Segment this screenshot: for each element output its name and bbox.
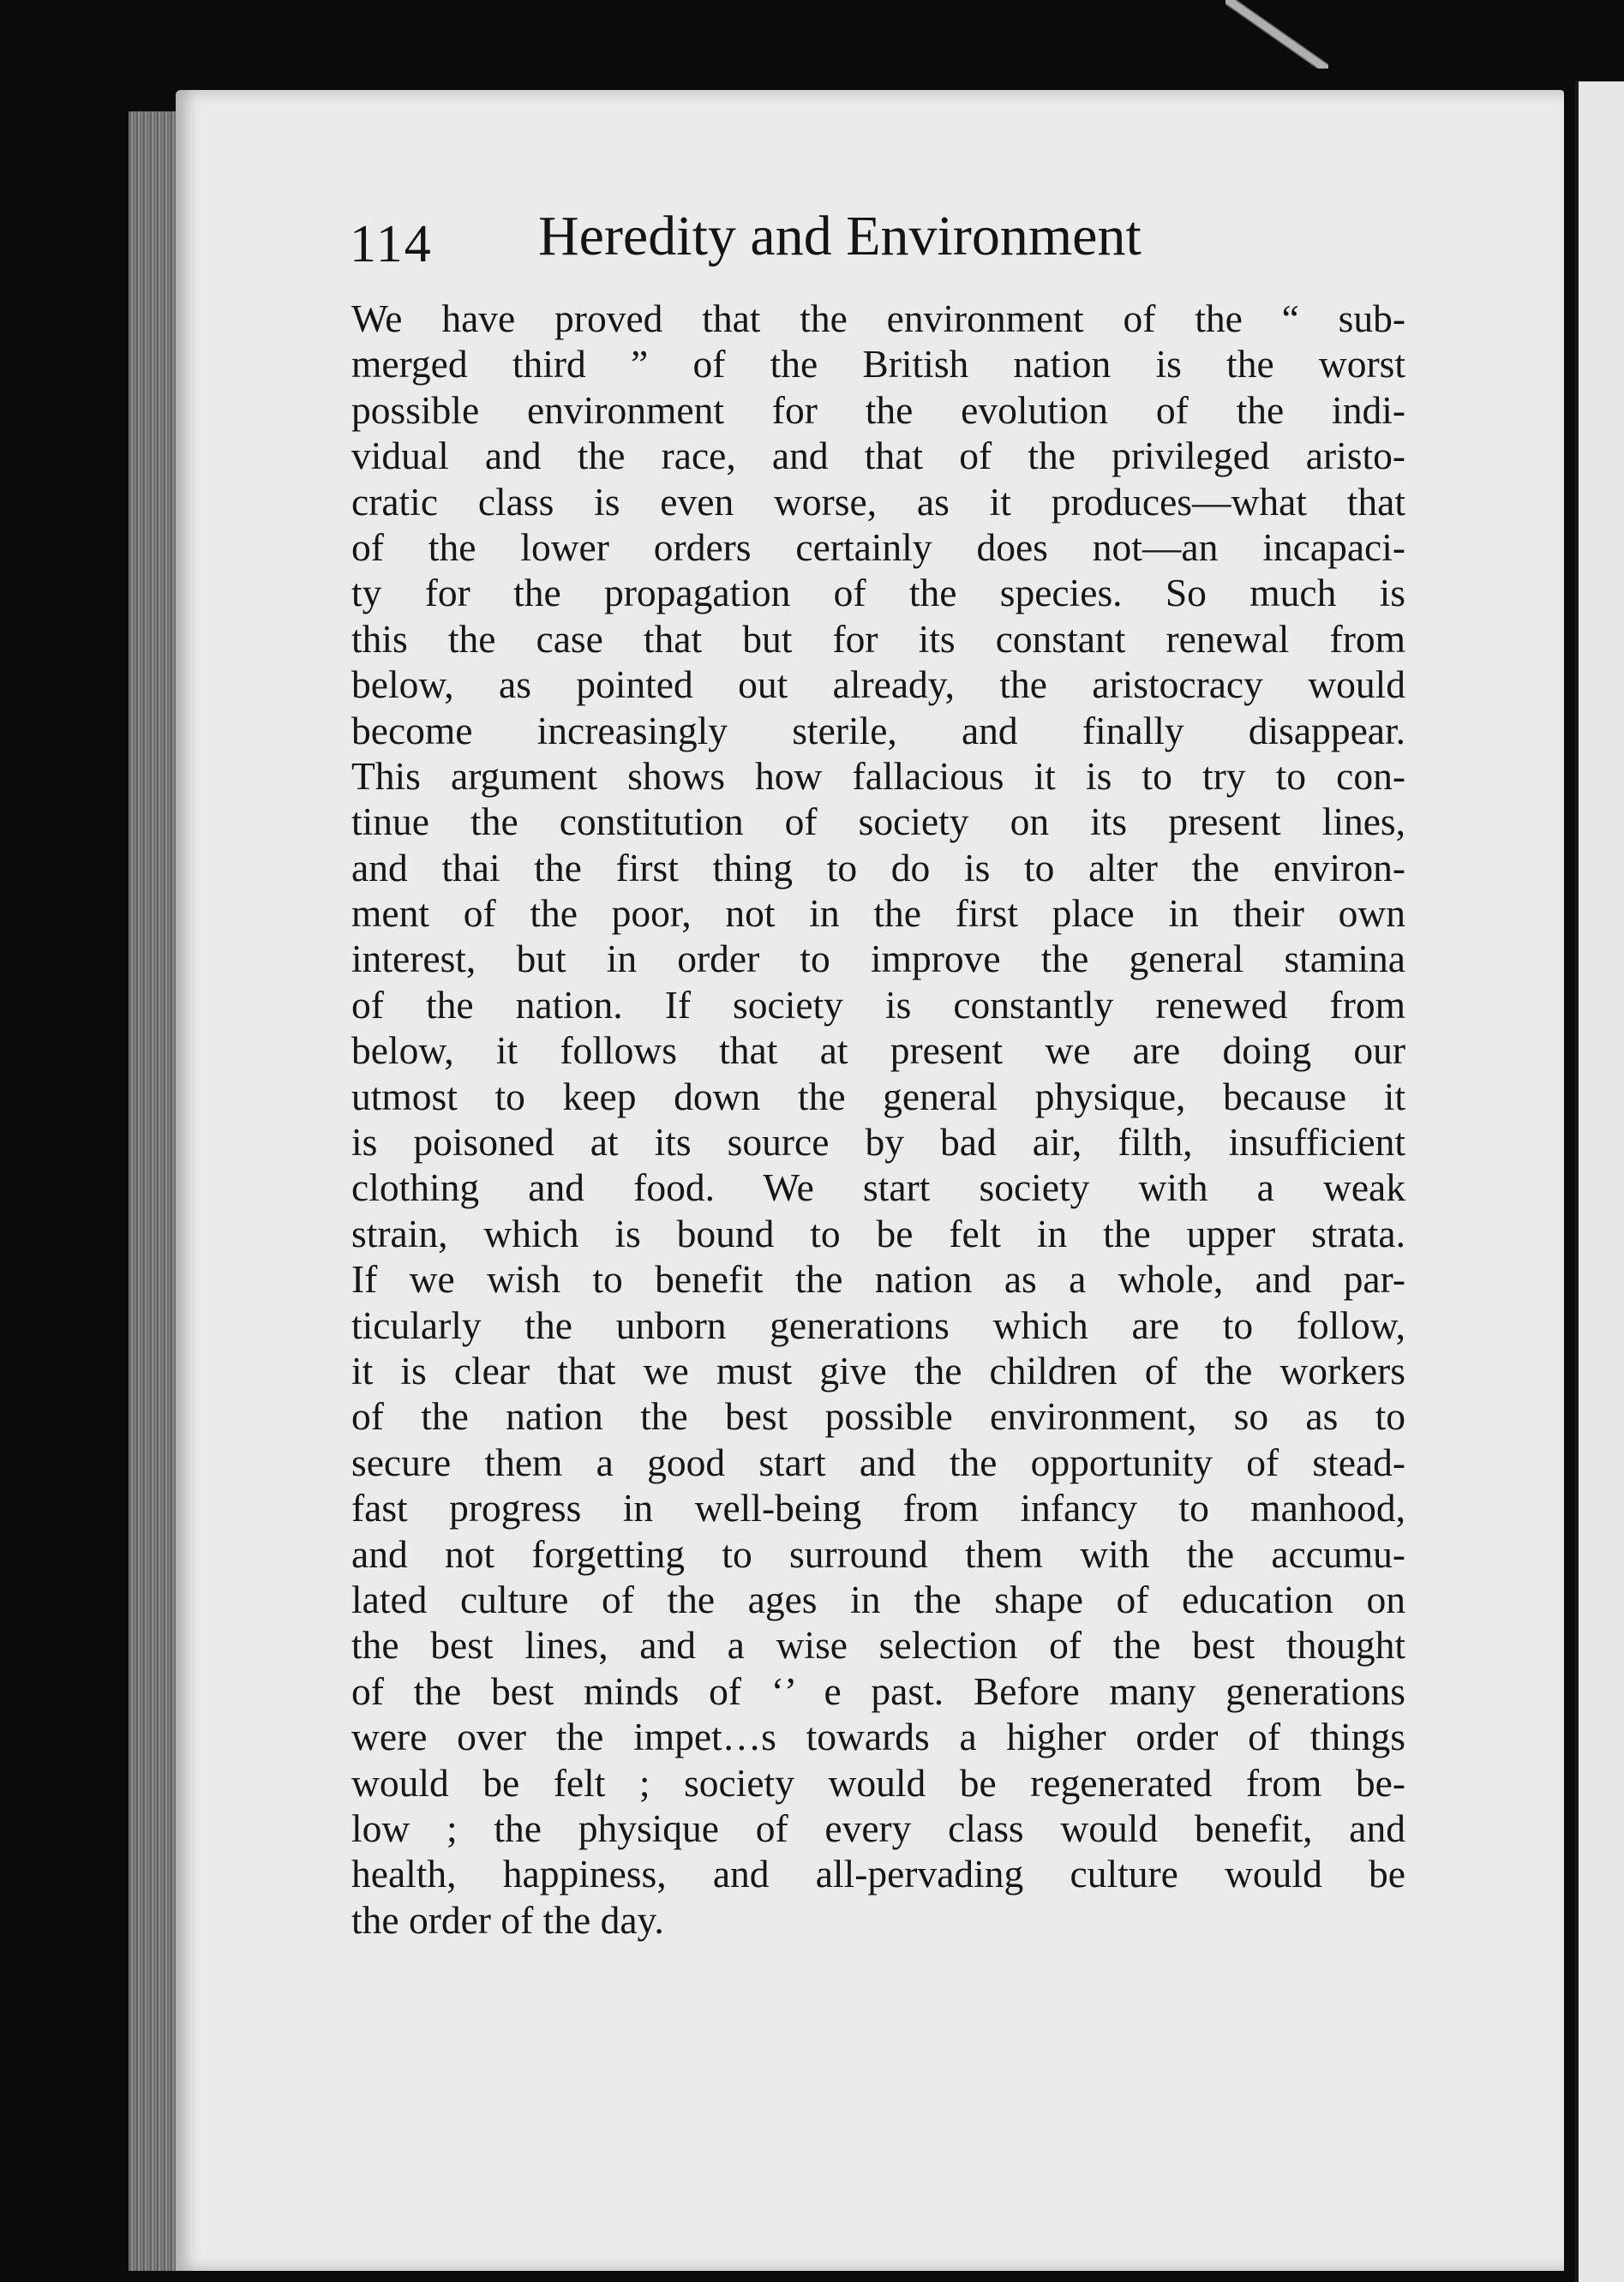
- text-line: interest, but in order to improve the general stamina: [351, 937, 1405, 981]
- text-line: this the case that but for its constant renewal from: [351, 616, 1405, 661]
- text-line: tinue the constitution of society on its present lines,: [351, 800, 1405, 844]
- text-line: clothing and food. We start society with a weak: [351, 1165, 1405, 1210]
- text-line: If we wish to benefit the nation as a whole, and par-: [351, 1257, 1405, 1302]
- text-line: of the lower orders certainly does not—an incapaci-: [351, 524, 1405, 569]
- text-line: and not forgetting to surround them with the accumu-: [351, 1531, 1405, 1576]
- text-line: ticularly the unborn generations which are to follow,: [351, 1303, 1405, 1347]
- text-line: become increasingly sterile, and finally disappear.: [351, 708, 1405, 752]
- text-line: the order of the day.: [351, 1897, 664, 1942]
- text-line: ty for the propagation of the species. So much is: [351, 571, 1405, 615]
- text-line: utmost to keep down the general physique, because it: [351, 1074, 1405, 1118]
- gutter-line: [1575, 81, 1579, 2282]
- body-paragraph: [351, 296, 1405, 1943]
- text-line: of the nation. If society is constantly renewed from: [351, 982, 1405, 1027]
- page-number: 114: [350, 215, 433, 273]
- text-line: low ; the physique of every class would benefit, and: [351, 1806, 1405, 1850]
- text-line: vidual and the race, and that of the privileged aristo-: [351, 434, 1405, 478]
- text-line: of the nation the best possible environment, so as to: [351, 1394, 1405, 1439]
- running-header: [350, 204, 1429, 281]
- text-line: of the best minds of ‘’ e past. Before many generations: [351, 1668, 1405, 1713]
- text-line: fast progress in well-being from infancy to manhood,: [351, 1486, 1405, 1530]
- text-line: health, happiness, and all-pervading culture would be: [351, 1852, 1405, 1896]
- scan-corner-artifact: [1225, 0, 1328, 69]
- text-line: cratic class is even worse, as it produces—what that: [351, 479, 1405, 524]
- text-line: secure them a good start and the opportunity of stead-: [351, 1440, 1405, 1484]
- text-line: merged third ” of the British nation is the worst: [351, 342, 1405, 386]
- text-line: below, it follows that at present we are doing our: [351, 1028, 1405, 1073]
- text-line: This argument shows how fallacious it is to try to con-: [351, 753, 1405, 798]
- text-line: and thai the first thing to do is to alter the environ-: [351, 845, 1405, 889]
- facing-page-edge: [1575, 81, 1624, 2282]
- text-line: below, as pointed out already, the aristocracy would: [351, 662, 1405, 707]
- text-line: We have proved that the environment of the “ sub-: [351, 296, 1405, 340]
- text-line: were over the impet…s towards a higher order of things: [351, 1715, 1405, 1759]
- text-line: it is clear that we must give the children of the workers: [351, 1348, 1405, 1393]
- running-title: Heredity and Environment: [538, 205, 1142, 267]
- text-line: lated culture of the ages in the shape of education on: [351, 1577, 1405, 1621]
- text-line: would be felt ; society would be regenerated from be-: [351, 1760, 1405, 1805]
- text-line: ment of the poor, not in the first place in their own: [351, 891, 1405, 936]
- text-line: is poisoned at its source by bad air, filth, insufficient: [351, 1120, 1405, 1165]
- text-line: strain, which is bound to be felt in the upper strata.: [351, 1211, 1405, 1255]
- text-line: possible environment for the evolution of the indi-: [351, 387, 1405, 432]
- text-line: the best lines, and a wise selection of the best thought: [351, 1623, 1405, 1668]
